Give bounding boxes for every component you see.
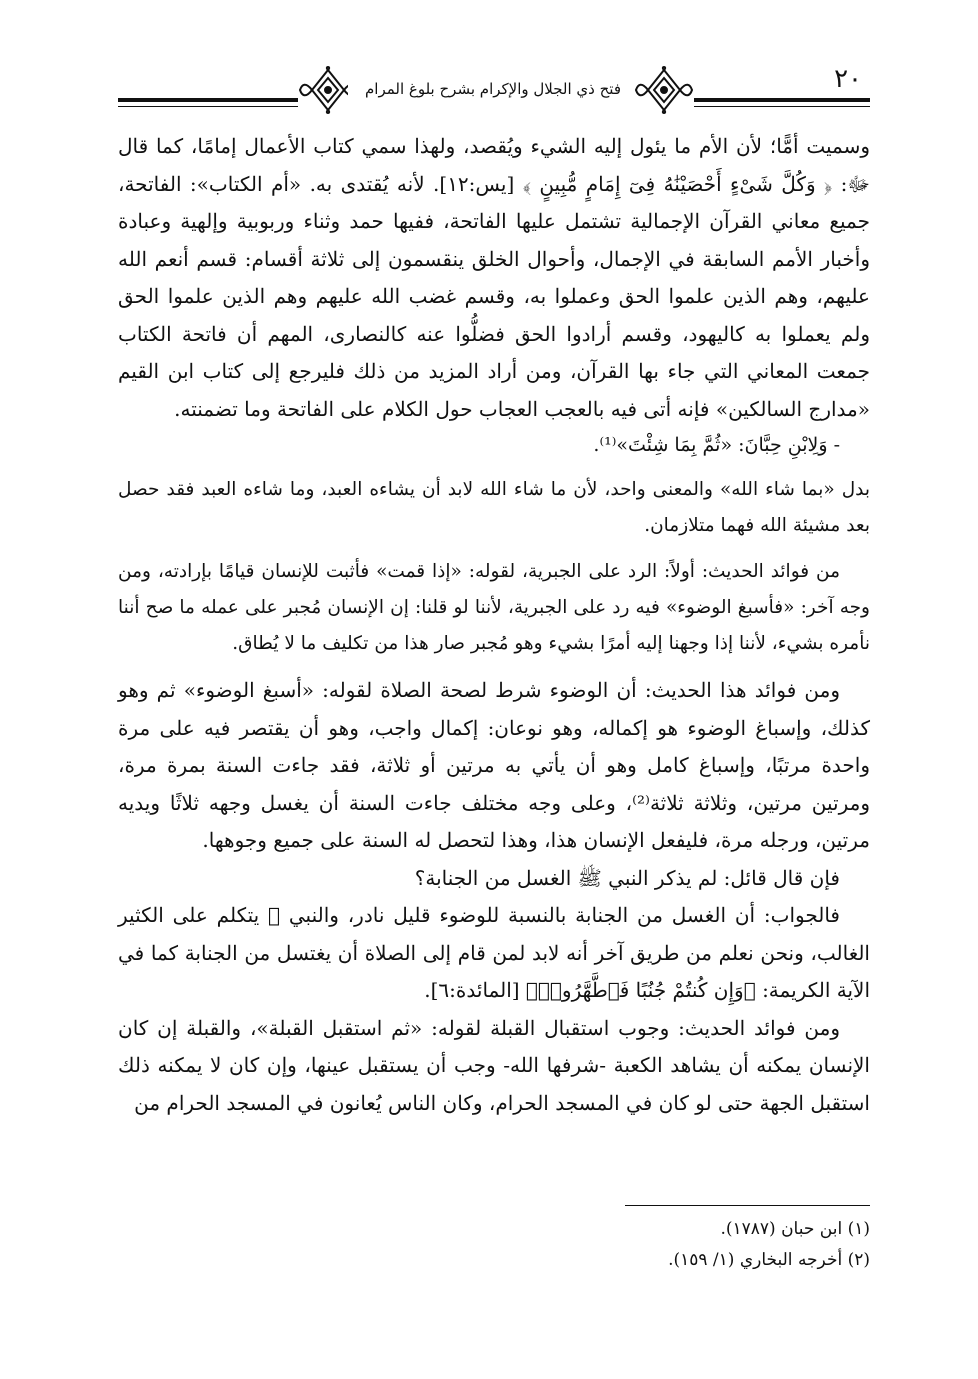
paragraph: ومن فوائد الحديث: وجوب استقبال القبلة لقوله: «ثم استقبل القبلة»، والقبلة إن كان الإنسان يمكنه أن يشاهد الكعبة -شرفها الله- وجب أن يستقبل عينها، وإن كان لا يمكنه ذلك استقبل الجهة حتى لو كان في المسجد الحرام، وكان الناس يُعانون في المسجد الحرام من [118,1015,870,1115]
footnote: (١) ابن حبان (١٧٨٧). [720,1219,870,1239]
page-header [118,60,870,130]
running-title-box [348,64,638,116]
paragraph: وسميت أمًّا؛ لأن الأم ما يئول إليه الشيء ويُقصد، ولهذا سمي كتاب الأعمال إمامًا، كما قال ﷻ: ﴿ وَكُلَّ شَىْءٍ أَحْصَيْنَٰهُ فِىٓ إِمَامٍ مُّبِينٍ ﴾ [يس:١٢]. لأنه يُقتدى به. «أم الكتاب»: الفاتحة، جميع معاني القرآن الإجمالية تشتمل عليها الفاتحة، ففيها حمد وثناء وربوبية وإلهية وعبادة وأخبار الأمم السابقة في الإجمال، وأحوال الخلق ينقسمون إلى ثلاثة أقسام: قسم أنعم الله عليهم، وهم الذين علموا الحق وعملوا به، وقسم غضب الله عليهم وهم الذين علموا الحق ولم يعملوا به كاليهود، وقسم أرادوا الحق فضلُّوا عنه كالنصارى، المهم أن فاتحة الكتاب جمعت المعاني التي جاء بها القرآن، ومن أراد المزيد من ذلك فليرجع إلى كتاب ابن القيم «مدارج السالكين» فإنه أتى فيه بالعجب العجاب حول الكلام على الفاتحة وما تضمنته. [118,134,870,421]
footnote-rule [625,1205,870,1206]
footnote: (٢) أخرجه البخاري (١/ ١٥٩). [668,1250,870,1270]
paragraph: ومن فوائد هذا الحديث: أن الوضوء شرط لصحة الصلاة لقوله: «أسبغ الوضوء» ثم وهو كذلك، وإسباغ الوضوء هو إكماله، وهو نوعان: إكمال واجب، وهو أن يقتصر فيه على مرة واحدة مرتبًا، وإسباغ كامل وهو أن يأتي به مرتين أو ثلاثة، فقد جاءت السنة بمرة مرة، ومرتين مرتين، وثلاثة ثلاثة⁽²⁾، وعلى وجه مختلف جاءت السنة أن يغسل وجهه ثلاثًا ويديه مرتين، ورجله مرة، فليفعل الإنسان هذا، وهذا لتحصل له السنة على جميع وجوهها. [118,678,871,852]
hadith-line: - وَلِابْنِ حِبَّانَ: «ثُمَّ بِمَا شِئْتَ»⁽¹⁾. [593,434,840,456]
question-line: فإن قال قائل: لم يذكر النبي ﷺ الغسل من الجنابة؟ [414,865,840,890]
paragraph: من فوائد الحديث: أولاً: الرد على الجبرية، لقوله: «إذا قمت» فأثبت للإنسان قيامًا بإرادته، ومن وجه آخر: «فأسبغ الوضوء» فيه رد على الجبرية، لأننا لو قلنا: إن الإنسان مُجبر على عمله ما صح أننا نأمره بشيء، لأننا إذا وجهنا إليه أمرًا بشيء وهو مُجبر صار هذا من تكليف ما لا يُطاق. [118,561,870,654]
main-text [118,128,870,1122]
answer-paragraph: فالجواب: أن الغسل من الجنابة بالنسبة للوضوء قليل نادر، والنبي ﷺ يتكلم على الكثير الغالب، ونحن نعلم من طريق آخر أنه لابد لمن قام إلى الصلاة أن يغتسل من الجنابة كما في الآية الكريمة: ﴿وَإِن كُنتُمْ جُنُبًا فَٱطَّهَّرُوا۟﴾ [المائدة:٦]. [118,903,870,1002]
paragraph: بدل «بما شاء الله» والمعنى واحد، لأن ما شاء الله لابد أن يشاءه العبد، وما شاءه العبد فقد حصل بعد مشيئة الله فهما متلازمان. [118,479,870,536]
footnotes [118,1214,870,1276]
arabesque-ornament-icon [634,64,694,116]
running-title: فتح ذي الجلال والإكرام بشرح بلوغ المرام [364,80,621,98]
page-number: ٢٠ [834,64,862,94]
